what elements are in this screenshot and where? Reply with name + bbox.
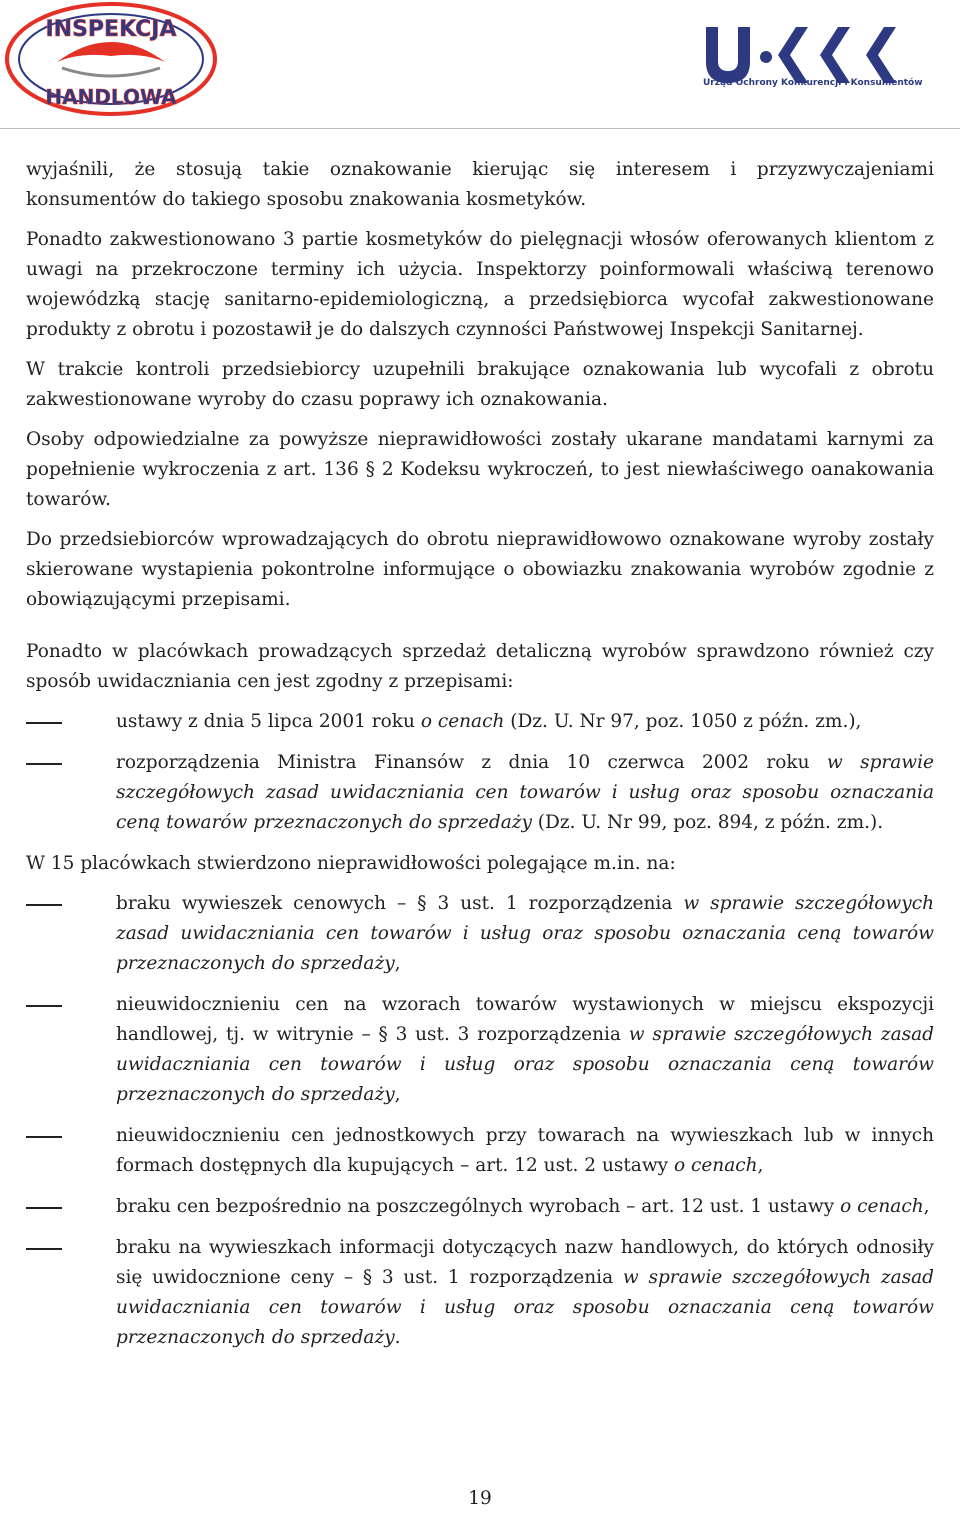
logo-text-bottom: HANDLOWA (45, 85, 177, 109)
document-body (26, 155, 934, 1364)
paragraph: wyjaśnili, że stosują takie oznakowanie kierując się interesem i przyzwyczajeniami konsumentów do takiego sposobu znakowania kosmetyków. (26, 159, 934, 210)
list-item: braku cen bezpośrednio na poszczególnych wyrobach – art. 12 ust. 1 ustawy o cenach, (116, 1196, 930, 1217)
list-item: ustawy z dnia 5 lipca 2001 roku o cenach (Dz. U. Nr 97, poz. 1050 z późn. zm.), (116, 711, 862, 732)
list-item: nieuwidocznieniu cen na wzorach towarów wystawionych w miejscu ekspozycji handlowej, tj. w witrynie – § 3 ust. 3 rozporządzenia w sprawie szczegółowych zasad uwidaczniania cen towarów i usług oraz sposobu oznaczania ceną towarów przeznaczonych do sprzedaży, (116, 994, 934, 1105)
logo-text-top: INSPEKCJA (45, 17, 177, 42)
list-item: braku wywieszek cenowych – § 3 ust. 1 rozporządzenia w sprawie szczegółowych zasad uwidaczniania cen towarów i usług oraz sposobu oznaczania ceną towarów przeznaczonych do sprzedaży, (116, 893, 934, 974)
irregularities-list (26, 889, 934, 1353)
legal-basis-list (26, 707, 934, 838)
inspekcja-handlowa-logo (2, 0, 220, 118)
page-number: 19 (468, 1488, 492, 1509)
list-item: rozporządzenia Ministra Finansów z dnia 10 czerwca 2002 roku w sprawie szczegółowych zasad uwidaczniania cen towarów i usług oraz sposobu oznaczania ceną towarów przeznaczonych do sprzedaży (Dz. U. Nr 99, poz. 894, z późn. zm.). (116, 752, 934, 833)
paragraph: Ponadto w placówkach prowadzących sprzedaż detaliczną wyrobów sprawdzono również czy sposób uwidaczniania cen jest zgodny z przepisami: (26, 641, 934, 692)
paragraph: Ponadto zakwestionowano 3 partie kosmetyków do pielęgnacji włosów oferowanych klientom z uwagi na przekroczone terminy ich użycia. Inspektorzy poinformowali właściwą terenowo wojewódzką stację sanitarno-epidemiologiczną, a przedsiębiorca wycofał zakwestionowane produkty z obrotu i pozostawił je do dalszych czynności Państwowej Inspekcji Sanitarnej. (26, 229, 934, 340)
paragraph: Do przedsiebiorców wprowadzających do obrotu nieprawidłowowo oznakowane wyroby zostały skierowane wystapienia pokontrolne informujące o obowiazku znakowania wyrobów zgodnie z obowiązującymi przepisami. (26, 529, 934, 610)
list-item: braku na wywieszkach informacji dotyczących nazw handlowych, do których odnosiły się uwidocznione ceny – § 3 ust. 1 rozporządzenia w sprawie szczegółowych zasad uwidaczniania cen towarów i usług oraz sposobu oznaczania ceną towarów przeznaczonych do sprzedaży. (116, 1237, 934, 1348)
list-item: nieuwidocznieniu cen jednostkowych przy towarach na wywieszkach lub w innych formach dostępnych dla kupujących – art. 12 ust. 2 ustawy o cenach, (116, 1125, 934, 1176)
paragraph: Osoby odpowiedzialne za powyższe nieprawidłowości zostały ukarane mandatami karnymi za popełnienie wykroczenia z art. 136 § 2 Kodeksu wykroczeń, to jest niewłaściwego oanakowania towarów. (26, 429, 934, 510)
uokik-caption: Urząd Ochrony Konkurencji i Konsumentów (703, 78, 923, 88)
page-header (0, 0, 960, 130)
header-divider (0, 128, 960, 129)
paragraph: W trakcie kontroli przedsiebiorcy uzupełnili brakujące oznakowania lub wycofali z obrotu zakwestionowane wyroby do czasu poprawy ich oznakowania. (26, 359, 934, 410)
paragraph: W 15 placówkach stwierdzono nieprawidłowości polegające m.in. na: (26, 853, 676, 874)
